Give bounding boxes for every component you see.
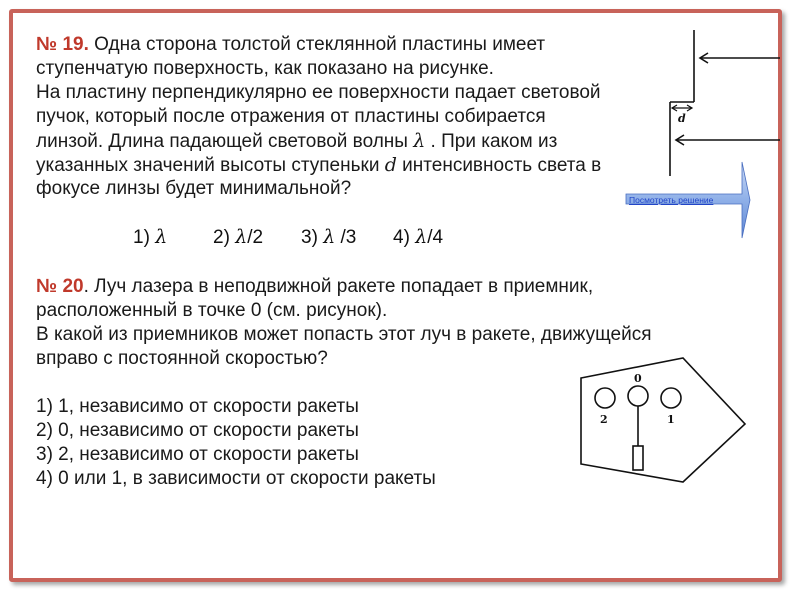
receiver-1 <box>661 388 681 408</box>
problem-19-line-6: указанных значений высоты ступеньки d интенсивность света в <box>36 154 602 176</box>
lambda-symbol: λ <box>413 130 426 152</box>
laser-source <box>633 446 643 470</box>
problem-19-line-5: линзой. Длина падающей световой волны λ . При каком из <box>36 130 558 152</box>
problem-19-line-2: ступенчатую поверхность, как показано на рисунке. <box>36 58 494 79</box>
label-0: 0 <box>634 372 642 385</box>
d-label: d <box>678 112 686 125</box>
answer-2: 2) λ/2 <box>213 226 264 248</box>
problem-19-line-3: На пластину перпендикулярно ее поверхности падает световой <box>36 82 601 103</box>
problem-19-line-7: фокусе линзы будет минимальной? <box>36 178 352 199</box>
problem-20-line-2: расположенный в точке 0 (см. рисунок). <box>36 300 388 321</box>
problem-20-line-3: В какой из приемников может попасть этот луч в ракете, движущейся <box>36 324 652 345</box>
problem-20-option-3: 3) 2, независимо от скорости ракеты <box>36 444 359 465</box>
answer-1: 1) λ <box>133 226 168 248</box>
label-1: 1 <box>667 413 675 426</box>
problem-20-line-1: № 20. Луч лазера в неподвижной ракете попадает в приемник, <box>36 276 594 297</box>
problem-20-option-2: 2) 0, независимо от скорости ракеты <box>36 420 359 441</box>
problem-19-number: № 19. <box>36 34 89 55</box>
d-symbol: d <box>384 154 397 176</box>
problem-20-option-1: 1) 1, независимо от скорости ракеты <box>36 396 359 417</box>
problem-20-option-4: 4) 0 или 1, в зависимости от скорости ракеты <box>36 468 436 489</box>
problem-19-line-1: № 19. Одна сторона толстой стеклянной пластины имеет <box>36 34 546 55</box>
view-solution-label[interactable]: Посмотреть решение <box>629 195 714 205</box>
receiver-2 <box>595 388 615 408</box>
problem-20 <box>36 0 696 600</box>
problem-20-line-4: вправо с постоянной скоростью? <box>36 348 328 369</box>
problem-20-number: № 20 <box>36 276 84 297</box>
problem-19-line-4: пучок, который после отражения от пластины собирается <box>36 106 546 127</box>
answer-3: 3) λ /3 <box>301 226 357 248</box>
answer-4: 4) λ/4 <box>393 226 444 248</box>
rocket-figure <box>575 352 755 486</box>
receiver-0 <box>628 386 648 406</box>
label-2: 2 <box>600 413 608 426</box>
